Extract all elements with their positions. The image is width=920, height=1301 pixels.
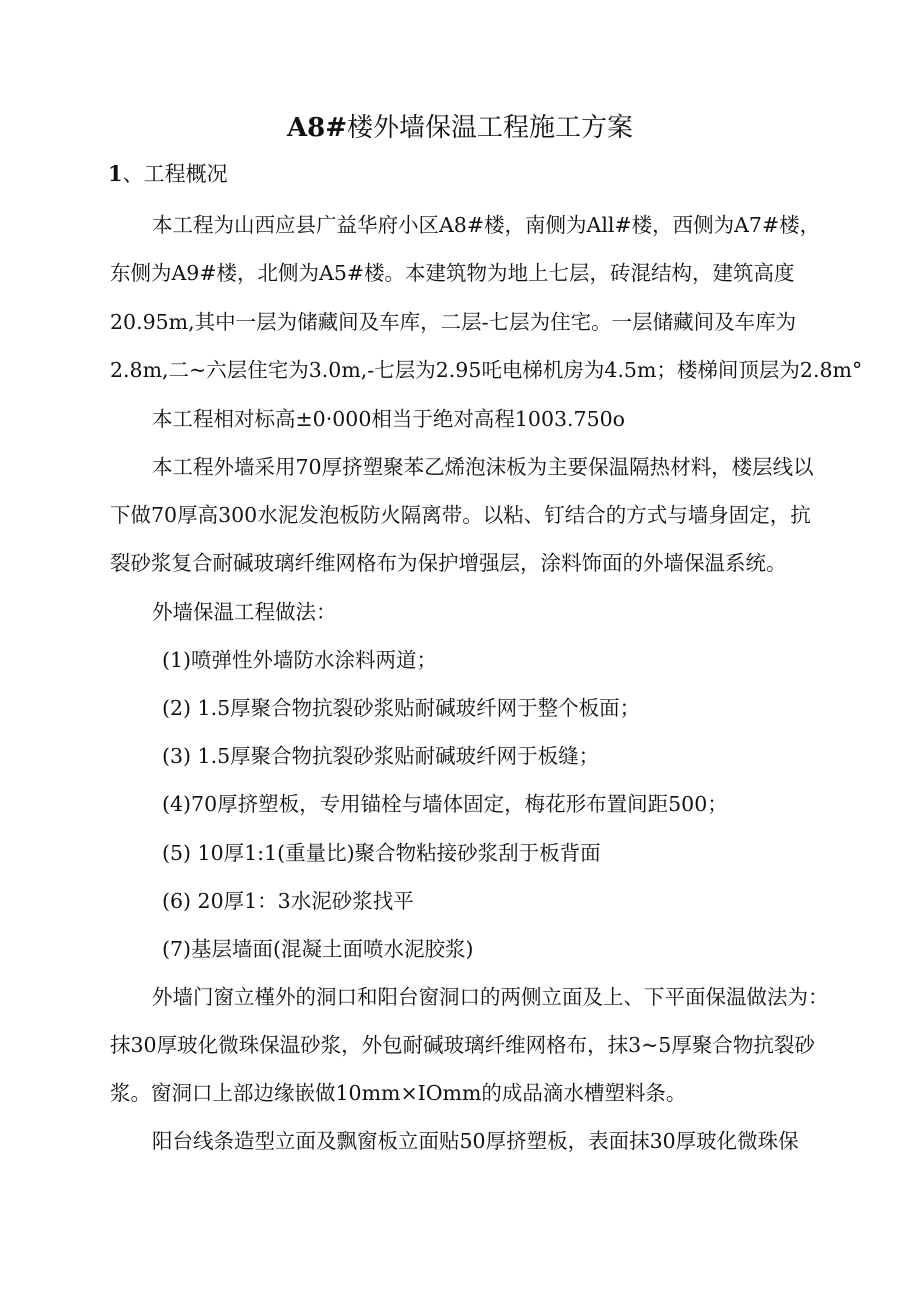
paragraph-line: 20.95m,其中一层为储藏间及车库，二层-七层为住宅。一层储藏间及车库为 bbox=[110, 310, 797, 334]
list-item: (5) 10厚1:1(重量比)聚合物粘接砂浆刮于板背面 bbox=[162, 841, 601, 865]
section-title: 、工程概况 bbox=[122, 162, 228, 186]
paragraph-line: 本工程外墙采用70厚挤塑聚苯乙烯泡沫板为主要保温隔热材料，楼层线以 bbox=[152, 455, 814, 479]
paragraph-line: 裂砂浆复合耐碱玻璃纤维网格布为保护增强层，涂料饰面的外墙保温系统。 bbox=[110, 551, 787, 575]
paragraph-line: 东侧为A9#楼，北侧为A5#楼。本建筑物为地上七层，砖混结构，建筑高度 bbox=[110, 261, 795, 285]
paragraph-line: 本工程相对标高±0·000相当于绝对高程1003.750o bbox=[152, 407, 626, 431]
title-text: 楼外墙保温工程施工方案 bbox=[347, 113, 634, 143]
list-item: (6) 20厚1：3水泥砂浆找平 bbox=[162, 889, 414, 913]
paragraph-line: 浆。窗洞口上部边缘嵌做10mm×IOmm的成品滴水槽塑料条。 bbox=[110, 1081, 687, 1105]
list-item: (1)喷弹性外墙防水涂料两道； bbox=[162, 648, 438, 672]
list-item: (7)基层墙面(混凝土面喷水泥胶浆) bbox=[162, 937, 474, 961]
list-item: (2) 1.5厚聚合物抗裂砂浆贴耐碱玻纤网于整个板面； bbox=[162, 696, 641, 720]
paragraph-line: 外墙门窗立槿外的洞口和阳台窗洞口的两侧立面及上、下平面保温做法为： bbox=[152, 985, 829, 1009]
paragraph-line: 下做70厚高300水泥发泡板防火隔离带。以粘、钉结合的方式与墙身固定，抗 bbox=[110, 503, 811, 527]
paragraph-line: 本工程为山西应县广益华府小区A8#楼，南侧为All#楼，西侧为A7#楼， bbox=[152, 213, 821, 237]
section-heading bbox=[108, 159, 228, 189]
paragraph-line: 外墙保温工程做法： bbox=[152, 600, 337, 624]
list-item: (4)70厚挤塑板，专用锚栓与墙体固定，梅花形布置间距500； bbox=[162, 792, 728, 816]
paragraph-line: 2.8m,二~六层住宅为3.0m,-七层为2.95吒电梯机房为4.5m；楼梯间顶层为2.8m° bbox=[110, 358, 863, 382]
section-number: 1 bbox=[108, 161, 123, 186]
document-title bbox=[0, 108, 920, 148]
list-item: (3) 1.5厚聚合物抗裂砂浆贴耐碱玻纤网于板缝； bbox=[162, 744, 600, 768]
title-building-code: A8# bbox=[286, 113, 348, 143]
paragraph-line: 抹30厚玻化微珠保温砂浆，外包耐碱玻璃纤维网格布，抹3~5厚聚合物抗裂砂 bbox=[110, 1033, 815, 1057]
paragraph-line: 阳台线条造型立面及飘窗板立面贴50厚挤塑板，表面抹30厚玻化微珠保 bbox=[152, 1129, 799, 1153]
